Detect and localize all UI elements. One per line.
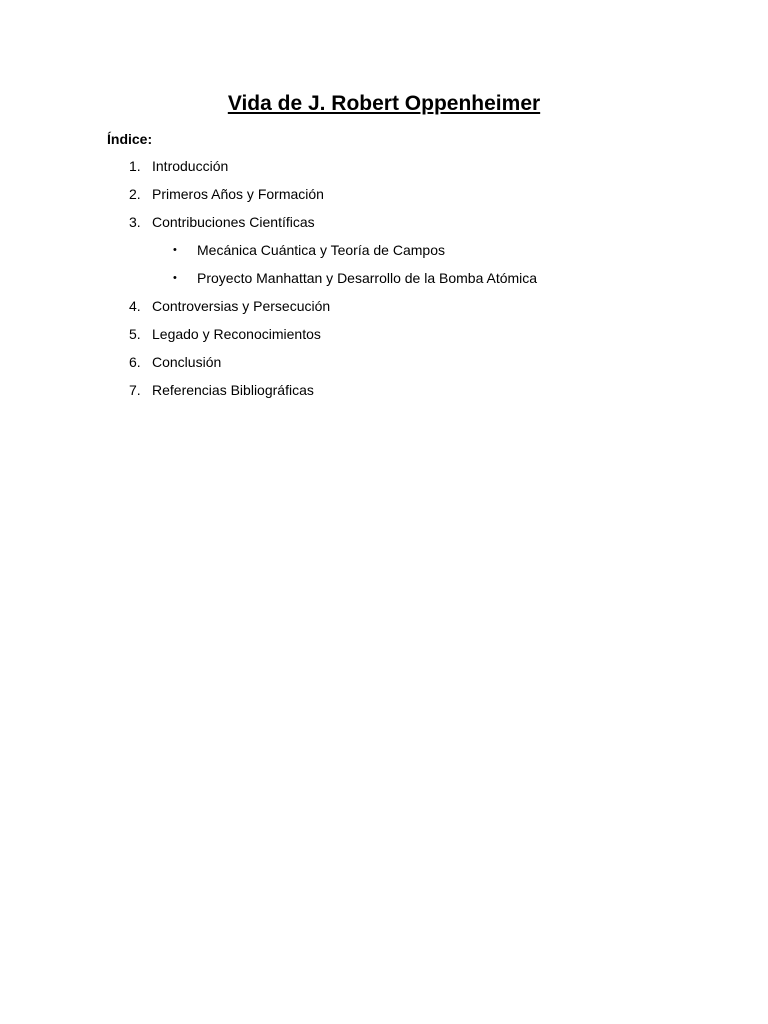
toc-subitem-label: Mecánica Cuántica y Teoría de Campos (197, 242, 445, 258)
toc-item-number: 7. (129, 382, 141, 398)
toc-item-number: 3. (129, 214, 141, 230)
index-heading: Índice: (107, 131, 153, 147)
toc-subitem-proyecto-manhattan (0, 267, 768, 295)
toc-item-primeros-anos (0, 183, 768, 211)
bullet-icon: • (173, 272, 177, 284)
toc-item-number: 6. (129, 354, 141, 370)
toc-item-label: Controversias y Persecución (152, 298, 331, 314)
toc-subitem-label: Proyecto Manhattan y Desarrollo de la Bomba Atómica (197, 270, 538, 286)
table-of-contents (0, 155, 768, 407)
toc-item-label: Contribuciones Científicas (152, 214, 315, 230)
toc-item-controversias (0, 295, 768, 323)
toc-item-number: 2. (129, 186, 141, 202)
toc-item-label: Referencias Bibliográficas (152, 382, 314, 398)
toc-item-number: 4. (129, 298, 141, 314)
document-title: Vida de J. Robert Oppenheimer (227, 92, 541, 115)
toc-item-number: 1. (129, 158, 141, 174)
toc-item-conclusion (0, 351, 768, 379)
toc-item-referencias (0, 379, 768, 407)
toc-item-label: Primeros Años y Formación (152, 186, 324, 202)
toc-item-introduccion (0, 155, 768, 183)
toc-item-label: Legado y Reconocimientos (152, 326, 321, 342)
toc-item-number: 5. (129, 326, 141, 342)
toc-subitem-mecanica-cuantica (0, 239, 768, 267)
bullet-icon: • (173, 244, 177, 256)
toc-item-label: Introducción (152, 158, 229, 174)
toc-item-contribuciones (0, 211, 768, 239)
toc-item-legado (0, 323, 768, 351)
toc-item-label: Conclusión (152, 354, 222, 370)
